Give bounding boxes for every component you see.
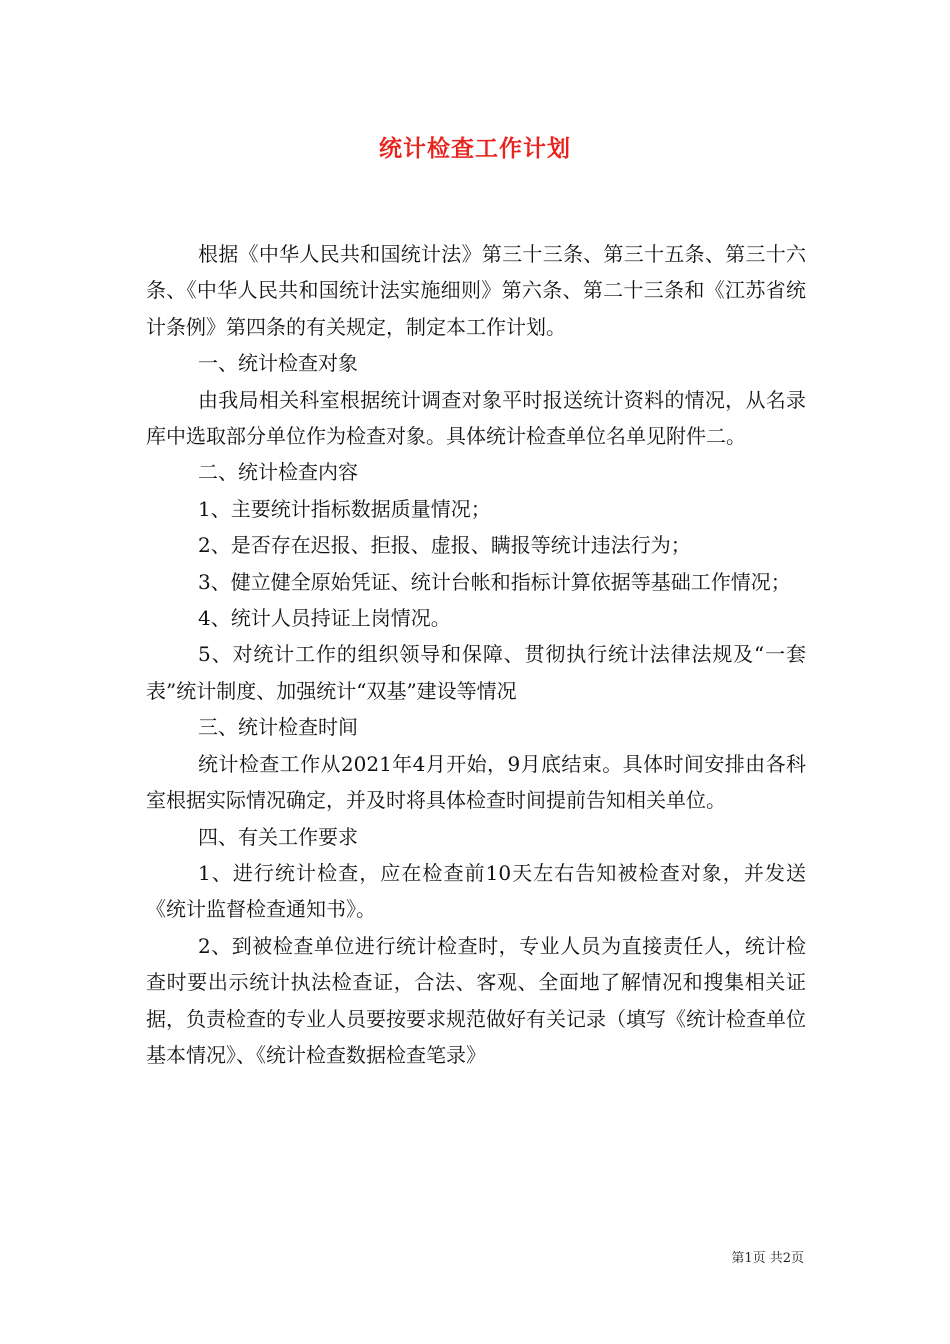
list-item-content-2: 2、是否存在迟报、拒报、虚报、瞒报等统计违法行为；: [198, 533, 691, 558]
section-heading-4: 四、有关工作要求: [198, 824, 358, 849]
section-heading-1: 一、统计检查对象: [198, 351, 358, 376]
paragraph-check-time: 统计检查工作从2021年4月开始，9月底结束。具体时间安排由各科室根据实际情况确定，并及时将具体检查时间提前告知相关单位。: [146, 751, 806, 813]
list-item-requirement-2: 2、到被检查单位进行统计检查时，专业人员为直接责任人，统计检查时要出示统计执法检查证，合法、客观、全面地了解情况和搜集相关证据，负责检查的专业人员要按要求规范做好有关记录（填写《统计检查单位基本情况》、《统计检查数据检查笔录》: [146, 933, 806, 1067]
section-heading-3: 三、统计检查时间: [198, 715, 358, 740]
list-item-content-4: 4、统计人员持证上岗情况。: [198, 606, 451, 631]
document-title: 统计检查工作计划: [379, 135, 571, 162]
list-item-requirement-1: 1、进行统计检查，应在检查前10天左右告知被检查对象，并发送《统计监督检查通知书》。: [146, 860, 806, 922]
document-body: [146, 236, 806, 1073]
section-heading-2: 二、统计检查内容: [198, 460, 358, 485]
paragraph-intro: 根据《中华人民共和国统计法》第三十三条、第三十五条、第三十六条、《中华人民共和国统计法实施细则》第六条、第二十三条和《江苏省统计条例》第四条的有关规定，制定本工作计划。: [146, 242, 806, 339]
page-number-footer: 第1页 共2页: [731, 1251, 804, 1266]
list-item-content-3: 3、健立健全原始凭证、统计台帐和指标计算依据等基础工作情况；: [198, 569, 791, 594]
paragraph-check-targets: 由我局相关科室根据统计调查对象平时报送统计资料的情况，从名录库中选取部分单位作为检查对象。具体统计检查单位名单见附件二。: [146, 387, 806, 449]
list-item-content-1: 1、主要统计指标数据质量情况；: [198, 496, 491, 521]
list-item-content-5: 5、对统计工作的组织领导和保障、贯彻执行统计法律法规及“一套表”统计制度、加强统计“双基”建设等情况: [146, 642, 806, 703]
